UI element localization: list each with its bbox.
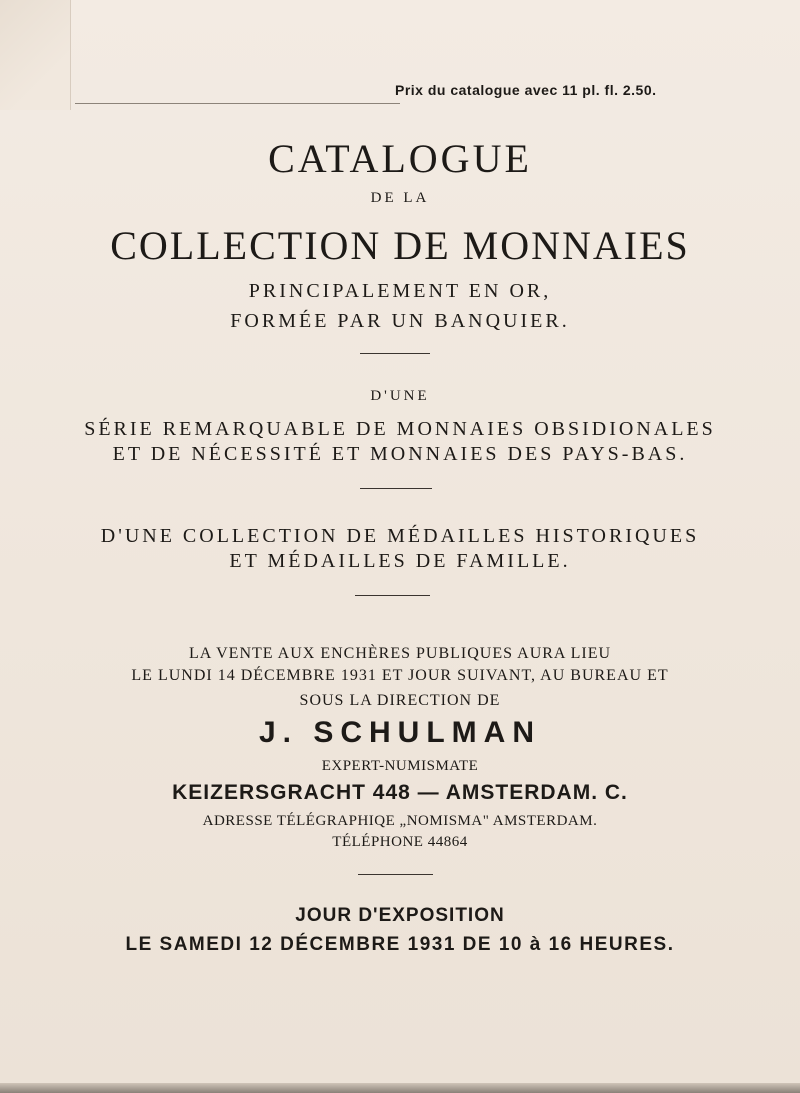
title-de-la: DE LA — [370, 190, 430, 206]
vente-line-2: LE LUNDI 14 DÉCEMBRE 1931 ET JOUR SUIVANT, AU BUREAU ET — [131, 667, 669, 684]
medailles-line-2: ET MÉDAILLES DE FAMILLE. — [229, 550, 571, 572]
divider-2 — [360, 488, 432, 489]
title-collection: COLLECTION DE MONNAIES — [110, 223, 690, 268]
subtitle-line-2: FORMÉE PAR UN BANQUIER. — [230, 310, 570, 332]
vente-line-3: SOUS LA DIRECTION DE — [299, 692, 501, 709]
vente-line-1: LA VENTE AUX ENCHÈRES PUBLIQUES AURA LIEU — [188, 645, 612, 662]
divider-1 — [360, 353, 430, 354]
expert-name: J. SCHULMAN — [258, 716, 541, 749]
header-rule — [75, 103, 400, 104]
serie-line-1: SÉRIE REMARQUABLE DE MONNAIES OBSIDIONALES — [84, 418, 716, 440]
divider-3 — [355, 595, 430, 596]
title-catalogue: CATALOGUE — [268, 136, 532, 181]
address: KEIZERSGRACHT 448 — AMSTERDAM. C. — [172, 781, 628, 804]
telephone: TÉLÉPHONE 44864 — [332, 834, 468, 850]
telegraph-address: ADRESSE TÉLÉGRAPHIQE „NOMISMA" AMSTERDAM. — [202, 813, 598, 829]
expert-title: EXPERT-NUMISMATE — [321, 758, 479, 774]
folded-corner — [0, 0, 71, 110]
serie-line-2: ET DE NÉCESSITÉ ET MONNAIES DES PAYS-BAS. — [112, 443, 688, 465]
price-note: Prix du catalogue avec 11 pl. fl. 2.50. — [395, 82, 657, 98]
page-bottom-edge — [0, 1083, 800, 1093]
d-une-label: D'UNE — [370, 388, 430, 404]
divider-4 — [358, 874, 433, 875]
exposition-date: LE SAMEDI 12 DÉCEMBRE 1931 DE 10 à 16 HEURES. — [125, 934, 675, 955]
exposition-title: JOUR D'EXPOSITION — [295, 905, 505, 926]
subtitle-line-1: PRINCIPALEMENT EN OR, — [248, 280, 552, 302]
medailles-line-1: D'UNE COLLECTION DE MÉDAILLES HISTORIQUES — [100, 525, 700, 547]
